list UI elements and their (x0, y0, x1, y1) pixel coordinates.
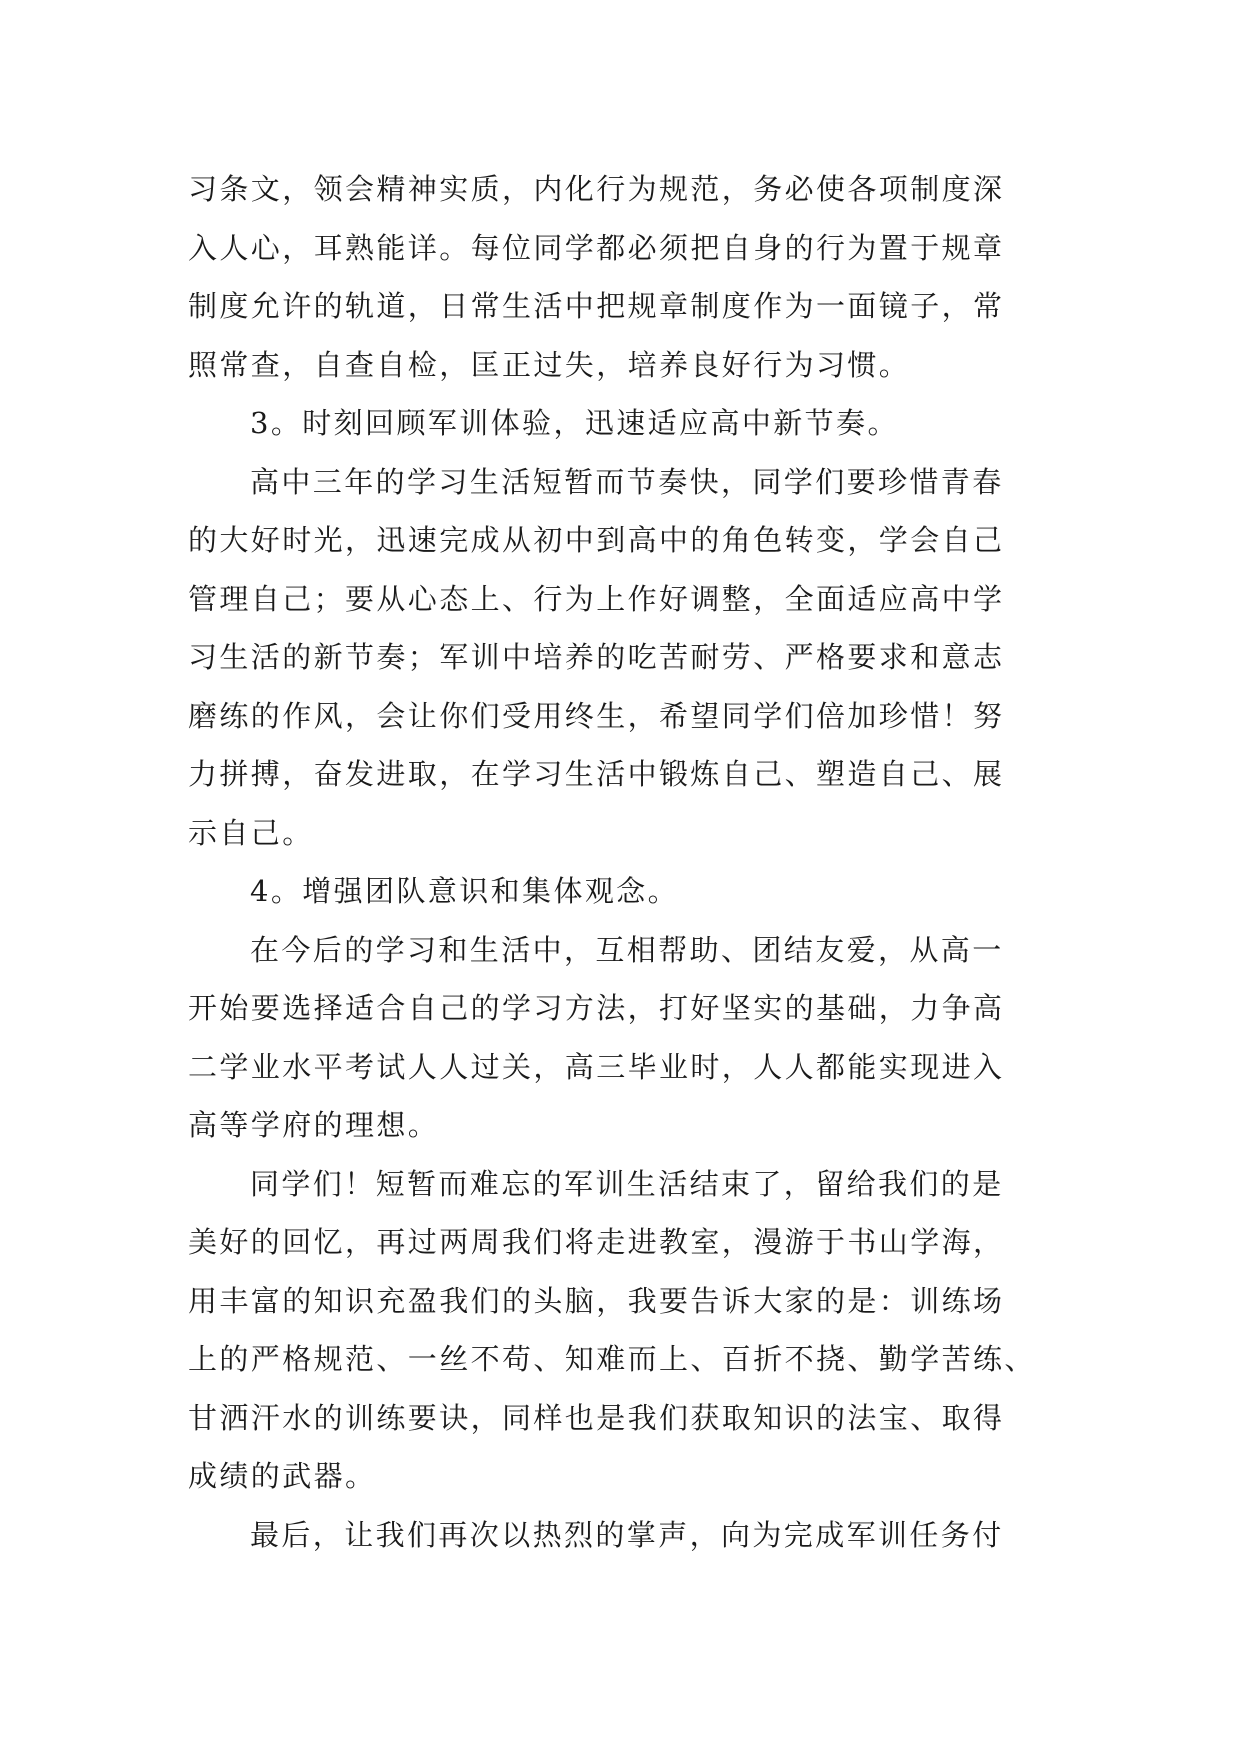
text-line: 在今后的学习和生活中，互相帮助、团结友爱，从高一 (250, 932, 1004, 967)
text-line: 习条文，领会精神实质，内化行为规范，务必使各项制度深 (188, 172, 1005, 206)
text-line: 制度允许的轨道，日常生活中把规章制度作为一面镜子，常 (188, 289, 1005, 323)
text-line: 高等学府的理想。 (188, 1108, 440, 1142)
text-line: 开始要选择适合自己的学习方法，打好坚实的基础，力争高 (188, 991, 1005, 1025)
text-line: 成绩的武器。 (188, 1459, 377, 1493)
text-line: 二学业水平考试人人过关，高三毕业时，人人都能实现进入 (188, 1049, 1005, 1084)
text-line: 同学们！短暂而难忘的军训生活结束了，留给我们的是 (250, 1166, 1004, 1201)
text-line: 的大好时光，迅速完成从初中到高中的角色转变，学会自己 (188, 523, 1005, 557)
text-line: 3。时刻回顾军训体验，迅速适应高中新节奏。 (250, 406, 899, 440)
text-line: 用丰富的知识充盈我们的头脑，我要告诉大家的是：训练场 (188, 1283, 1005, 1318)
text-line: 示自己。 (188, 815, 314, 850)
text-line: 照常查，自查自检，匡正过失，培养良好行为习惯。 (188, 347, 911, 382)
text-line: 入人心，耳熟能详。每位同学都必须把自身的行为置于规章 (188, 230, 1005, 265)
document-body (188, 160, 1060, 1564)
text-line: 甘洒汗水的训练要诀，同样也是我们获取知识的法宝、取得 (188, 1400, 1005, 1435)
text-line: 高中三年的学习生活短暂而节奏快，同学们要珍惜青春 (250, 464, 1004, 499)
text-line: 磨练的作风，会让你们受用终生，希望同学们倍加珍惜！努 (188, 698, 1005, 733)
text-line: 最后，让我们再次以热烈的掌声，向为完成军训任务付 (250, 1517, 1004, 1552)
text-line: 习生活的新节奏；军训中培养的吃苦耐劳、严格要求和意志 (188, 640, 1005, 674)
text-line: 力拼搏，奋发进取，在学习生活中锻炼自己、塑造自己、展 (188, 757, 1005, 791)
text-line: 上的严格规范、一丝不苟、知难而上、百折不挠、勤学苦练、 (188, 1342, 1036, 1376)
text-line: 美好的回忆，再过两周我们将走进教室，漫游于书山学海， (188, 1225, 1005, 1259)
text-line: 4。增强团队意识和集体观念。 (250, 874, 680, 908)
text-line: 管理自己；要从心态上、行为上作好调整，全面适应高中学 (188, 581, 1005, 616)
